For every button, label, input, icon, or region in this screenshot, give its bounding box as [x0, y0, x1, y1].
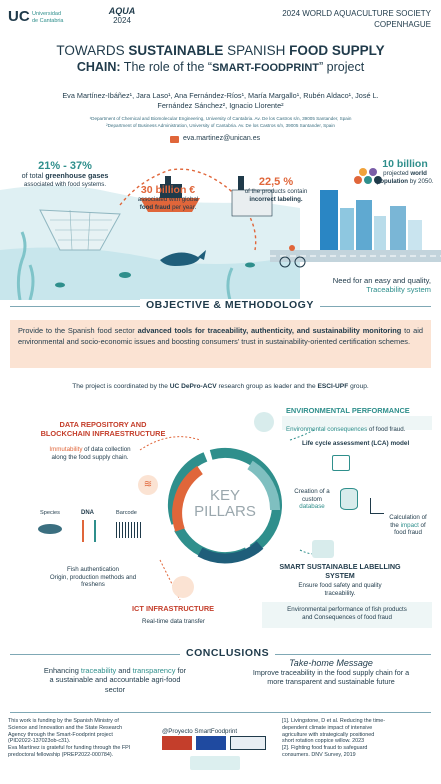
funding-4: (PID2022-137023ob-c31). — [8, 738, 71, 745]
funding-2: Science and Innovation and the State Research — [8, 724, 123, 731]
authors — [10, 91, 431, 110]
data-repository-text — [40, 446, 140, 461]
ref-3: agriculture with strategically positioned — [282, 731, 375, 738]
stat-population-text — [372, 170, 438, 178]
ministry-logo — [162, 736, 192, 750]
concl-l-c: and — [116, 666, 133, 675]
funding-3: Agency through the Smart-Foodprint project — [8, 731, 113, 738]
data-repo-title-2: BLOCKCHAIN INFRAESTRUCTURE — [40, 429, 166, 438]
key-pillars-line1: KEY — [209, 487, 240, 504]
aqua-logo — [102, 6, 142, 30]
title-part: FOOD SUPPLY — [289, 43, 385, 58]
stat-ghg-text-a: of total — [21, 171, 46, 180]
wifi-icon: ≋ — [138, 475, 158, 495]
env-icon — [254, 412, 274, 432]
ref-6: consumers. DNV Survey, 2019 — [282, 751, 356, 758]
funding-6: predoctoral fellowship (PREP2022-000784). — [8, 751, 114, 758]
title-part: CHAIN: — [76, 60, 121, 74]
lca-icon — [332, 455, 350, 471]
creation-3: database — [299, 503, 325, 511]
stat-population-text-a: projected — [383, 170, 411, 177]
data-repo-text-1 — [40, 446, 140, 454]
page-title — [0, 42, 441, 77]
affiliation-2: ²Department of Business Administration, University of Cantabria. Av. De los Castros s/n, 39005 Santander, Spain — [106, 123, 335, 128]
creation-block — [284, 488, 340, 511]
envperf-1: Environmental performance of fish products — [287, 606, 407, 613]
species-label: Species — [40, 510, 60, 516]
stat-fraud-value: 30 billion € — [140, 184, 196, 196]
objective-heading: OBJECTIVE & METHODOLOGY — [140, 299, 320, 311]
title-part: ” project — [319, 60, 365, 74]
coord-d: ESCI-UPF — [317, 383, 349, 390]
smart-text — [280, 582, 400, 597]
env-title: ENVIRONMENTAL PERFORMANCE — [286, 406, 410, 415]
stat-population-text2 — [372, 178, 438, 186]
funding-5: Eva Martínez is grateful for funding through the FPI — [8, 745, 131, 752]
affiliation-1: ¹Department of Chemical and Biomolecular Engineering, University of Cantabria. Av. De los Castros s/n, 39005 Santander, Spain — [89, 116, 352, 121]
uc-logo-mark: UC — [8, 8, 30, 25]
ref-5: [2]. Fighting food fraud to safeguard — [282, 745, 368, 752]
need-statement — [281, 276, 431, 294]
email-icon — [170, 136, 179, 143]
fish-auth-3: freshens — [81, 581, 105, 589]
ict-icon — [172, 576, 194, 598]
title-part: SUSTAINABLE — [128, 43, 224, 58]
objective-text-e: sustainability-oriented certification schemes. — [265, 337, 411, 346]
social-handle-text[interactable]: @Proyecto SmartFoodprint — [162, 728, 238, 735]
coord-b: UC DePro-ACV — [169, 383, 217, 390]
aei-logo — [230, 736, 266, 750]
calc-2 — [380, 522, 436, 530]
uc-name-2: de Cantabria — [32, 18, 64, 24]
calculation-block — [380, 514, 436, 537]
conclusions-heading: CONCLUSIONS — [180, 647, 275, 659]
calc-2c: of — [418, 521, 426, 529]
title-part: SMART-FOODPRINT — [212, 62, 320, 74]
data-repo-title-1: DATA REPOSITORY AND — [59, 420, 147, 429]
title-part: TOWARDS — [56, 43, 129, 58]
env-text-a: Environmental consequences — [286, 426, 368, 433]
authors-line1: Eva Martínez-Ibáñez¹, Jara Laso¹, Ana Fernández-Ríos¹, María Margallo¹, Rubén Aldaco¹, José L. — [62, 91, 379, 100]
funding-text — [8, 718, 154, 759]
stat-ghg-text — [10, 172, 120, 181]
key-pillars-line2: PILLARS — [194, 503, 256, 520]
smart-title — [270, 562, 410, 580]
label-icon — [312, 540, 334, 558]
concl-l-d: transparency — [132, 666, 176, 675]
coord-c: research group as leader and the — [216, 383, 318, 390]
need-line1: Need for an easy and quality, — [332, 276, 431, 285]
stat-fraud-text-c: per year. — [170, 203, 197, 211]
objective-text-b: advanced tools for traceability, authenticity, and sustainability — [137, 326, 360, 335]
stat-ghg — [10, 160, 120, 188]
calc-3: food fraud — [394, 529, 422, 537]
objective-text-d: to aid environmental and socio-economic issues and boosting consumers’ trust in — [18, 326, 423, 346]
coord-e: group. — [348, 383, 369, 390]
fish-icon — [38, 524, 62, 534]
concl-l-b: traceability — [80, 666, 117, 675]
stat-population-text-c: population — [376, 177, 409, 185]
database-icon — [340, 488, 358, 510]
stat-fraud-text — [118, 204, 218, 212]
envperf-2: and Consequences of food fraud — [302, 613, 392, 621]
conclusions-left-3: sector — [104, 684, 126, 694]
uc-name-1: Universidad — [32, 11, 62, 17]
stat-fraud — [118, 184, 218, 211]
creation-2: custom — [302, 495, 322, 503]
fish-auth-2: Origin, production methods and — [49, 573, 137, 581]
species-dna-barcode — [36, 510, 156, 550]
take-home-message — [226, 658, 436, 687]
stat-population-value: 10 billion — [382, 158, 428, 170]
email-address[interactable]: eva.martinez@unican.es — [183, 135, 261, 142]
fish-authentication — [28, 566, 158, 589]
aqua-logo-year: 2024 — [113, 16, 131, 25]
lca-title: Life cycle assessment (LCA) model — [302, 440, 410, 447]
concl-l-e: for — [175, 666, 187, 675]
event-line1: 2024 WORLD AQUACULTURE SOCIETY — [282, 9, 431, 18]
funder-logos — [162, 736, 274, 776]
objective-text-a: Provide to the Spanish food sector — [18, 326, 138, 335]
ict-text: Real-time data transfer — [142, 618, 205, 625]
smart-text-1: Ensure food safety and quality — [298, 582, 382, 589]
ref-4: short rotation coppice willow. 2023 — [282, 738, 365, 745]
smart-title-1: SMART SUSTAINABLE LABELLING — [279, 562, 401, 571]
env-text-box — [282, 416, 432, 433]
take-home-title: Take-home Message — [289, 658, 373, 668]
ref-1: [1]. Livingstone, D et al. Reducing the time- — [282, 718, 386, 724]
data-repo-text-1b: of data collection — [82, 446, 131, 453]
env-performance-box — [262, 602, 432, 628]
funding-1: This work is funding by the Spanish Ministry of — [8, 718, 119, 724]
coord-a: The project is coordinated by the — [72, 383, 170, 390]
fish-auth-1: Fish authentication — [67, 566, 119, 573]
stat-labeling-text-a: of the products contain — [244, 188, 308, 195]
ict-title: ICT INFRASTRUCTURE — [132, 604, 215, 613]
objective-box — [10, 320, 431, 368]
need-line2: Traceability system — [366, 285, 431, 294]
email-row[interactable] — [170, 135, 290, 145]
dna-icon — [82, 520, 96, 542]
take-home-1: Improve traceability in the food supply chain for a — [252, 668, 410, 677]
chart-icon — [370, 498, 384, 514]
conclusions-left-2: a sustainable and accountable agri-food — [49, 675, 181, 685]
data-repo-text-2: along the food supply chain. — [51, 453, 129, 461]
concl-l-a: Enhancing — [43, 666, 81, 675]
references — [282, 718, 434, 759]
calc-1: Calculation of — [389, 514, 427, 521]
barcode-label: Barcode — [116, 510, 137, 516]
stat-labeling-text-b: incorrect labeling. — [249, 195, 303, 203]
stat-ghg-value: 21% - 37% — [38, 160, 92, 172]
stat-population-text-b: world — [410, 170, 427, 177]
stat-labeling-value: 22,5 % — [258, 176, 294, 188]
stat-population-text-d: by 2050. — [408, 177, 434, 185]
stat-population — [372, 158, 438, 185]
dna-label: DNA — [81, 510, 94, 516]
coordination-line — [0, 383, 441, 390]
data-repository-title — [38, 420, 168, 438]
ref-2: dependent climate impact of intensive — [282, 724, 373, 731]
divider — [10, 712, 431, 713]
uc-logo — [8, 8, 68, 28]
smart-text-2: traceability. — [324, 589, 356, 597]
title-part: The role of the “ — [120, 60, 213, 74]
stat-ghg-text-c: associated with food systems. — [23, 180, 107, 188]
eu-logo — [196, 736, 226, 750]
event-line2: COPENHAGUE — [374, 20, 431, 29]
conclusions-left — [10, 666, 220, 694]
stat-labeling — [226, 176, 326, 203]
take-home-2: more transparent and sustainable future — [267, 677, 395, 687]
authors-line2: Fernández Sánchez², Ignacio Llorente² — [157, 100, 284, 110]
env-text-b: of food fraud. — [367, 426, 406, 433]
calc-2a: the — [390, 521, 401, 529]
title-part: SPANISH — [223, 43, 290, 58]
stat-fraud-text-b: food fraud — [139, 203, 171, 211]
barcode-icon — [116, 522, 142, 538]
aqua-logo-text: AQUA — [108, 6, 136, 16]
project-logo — [190, 756, 240, 770]
creation-1: Creation of a — [294, 488, 330, 495]
stat-ghg-text-b: greenhouse gases — [45, 171, 109, 180]
calc-2b: impact — [400, 521, 419, 529]
stat-fraud-text-a: associated with global — [137, 196, 199, 203]
objective-text-c: monitoring — [362, 326, 402, 335]
data-repo-text-1a: Immutability — [49, 446, 83, 453]
smart-title-2: SYSTEM — [325, 571, 355, 580]
conclusions-left-1 — [10, 666, 220, 675]
